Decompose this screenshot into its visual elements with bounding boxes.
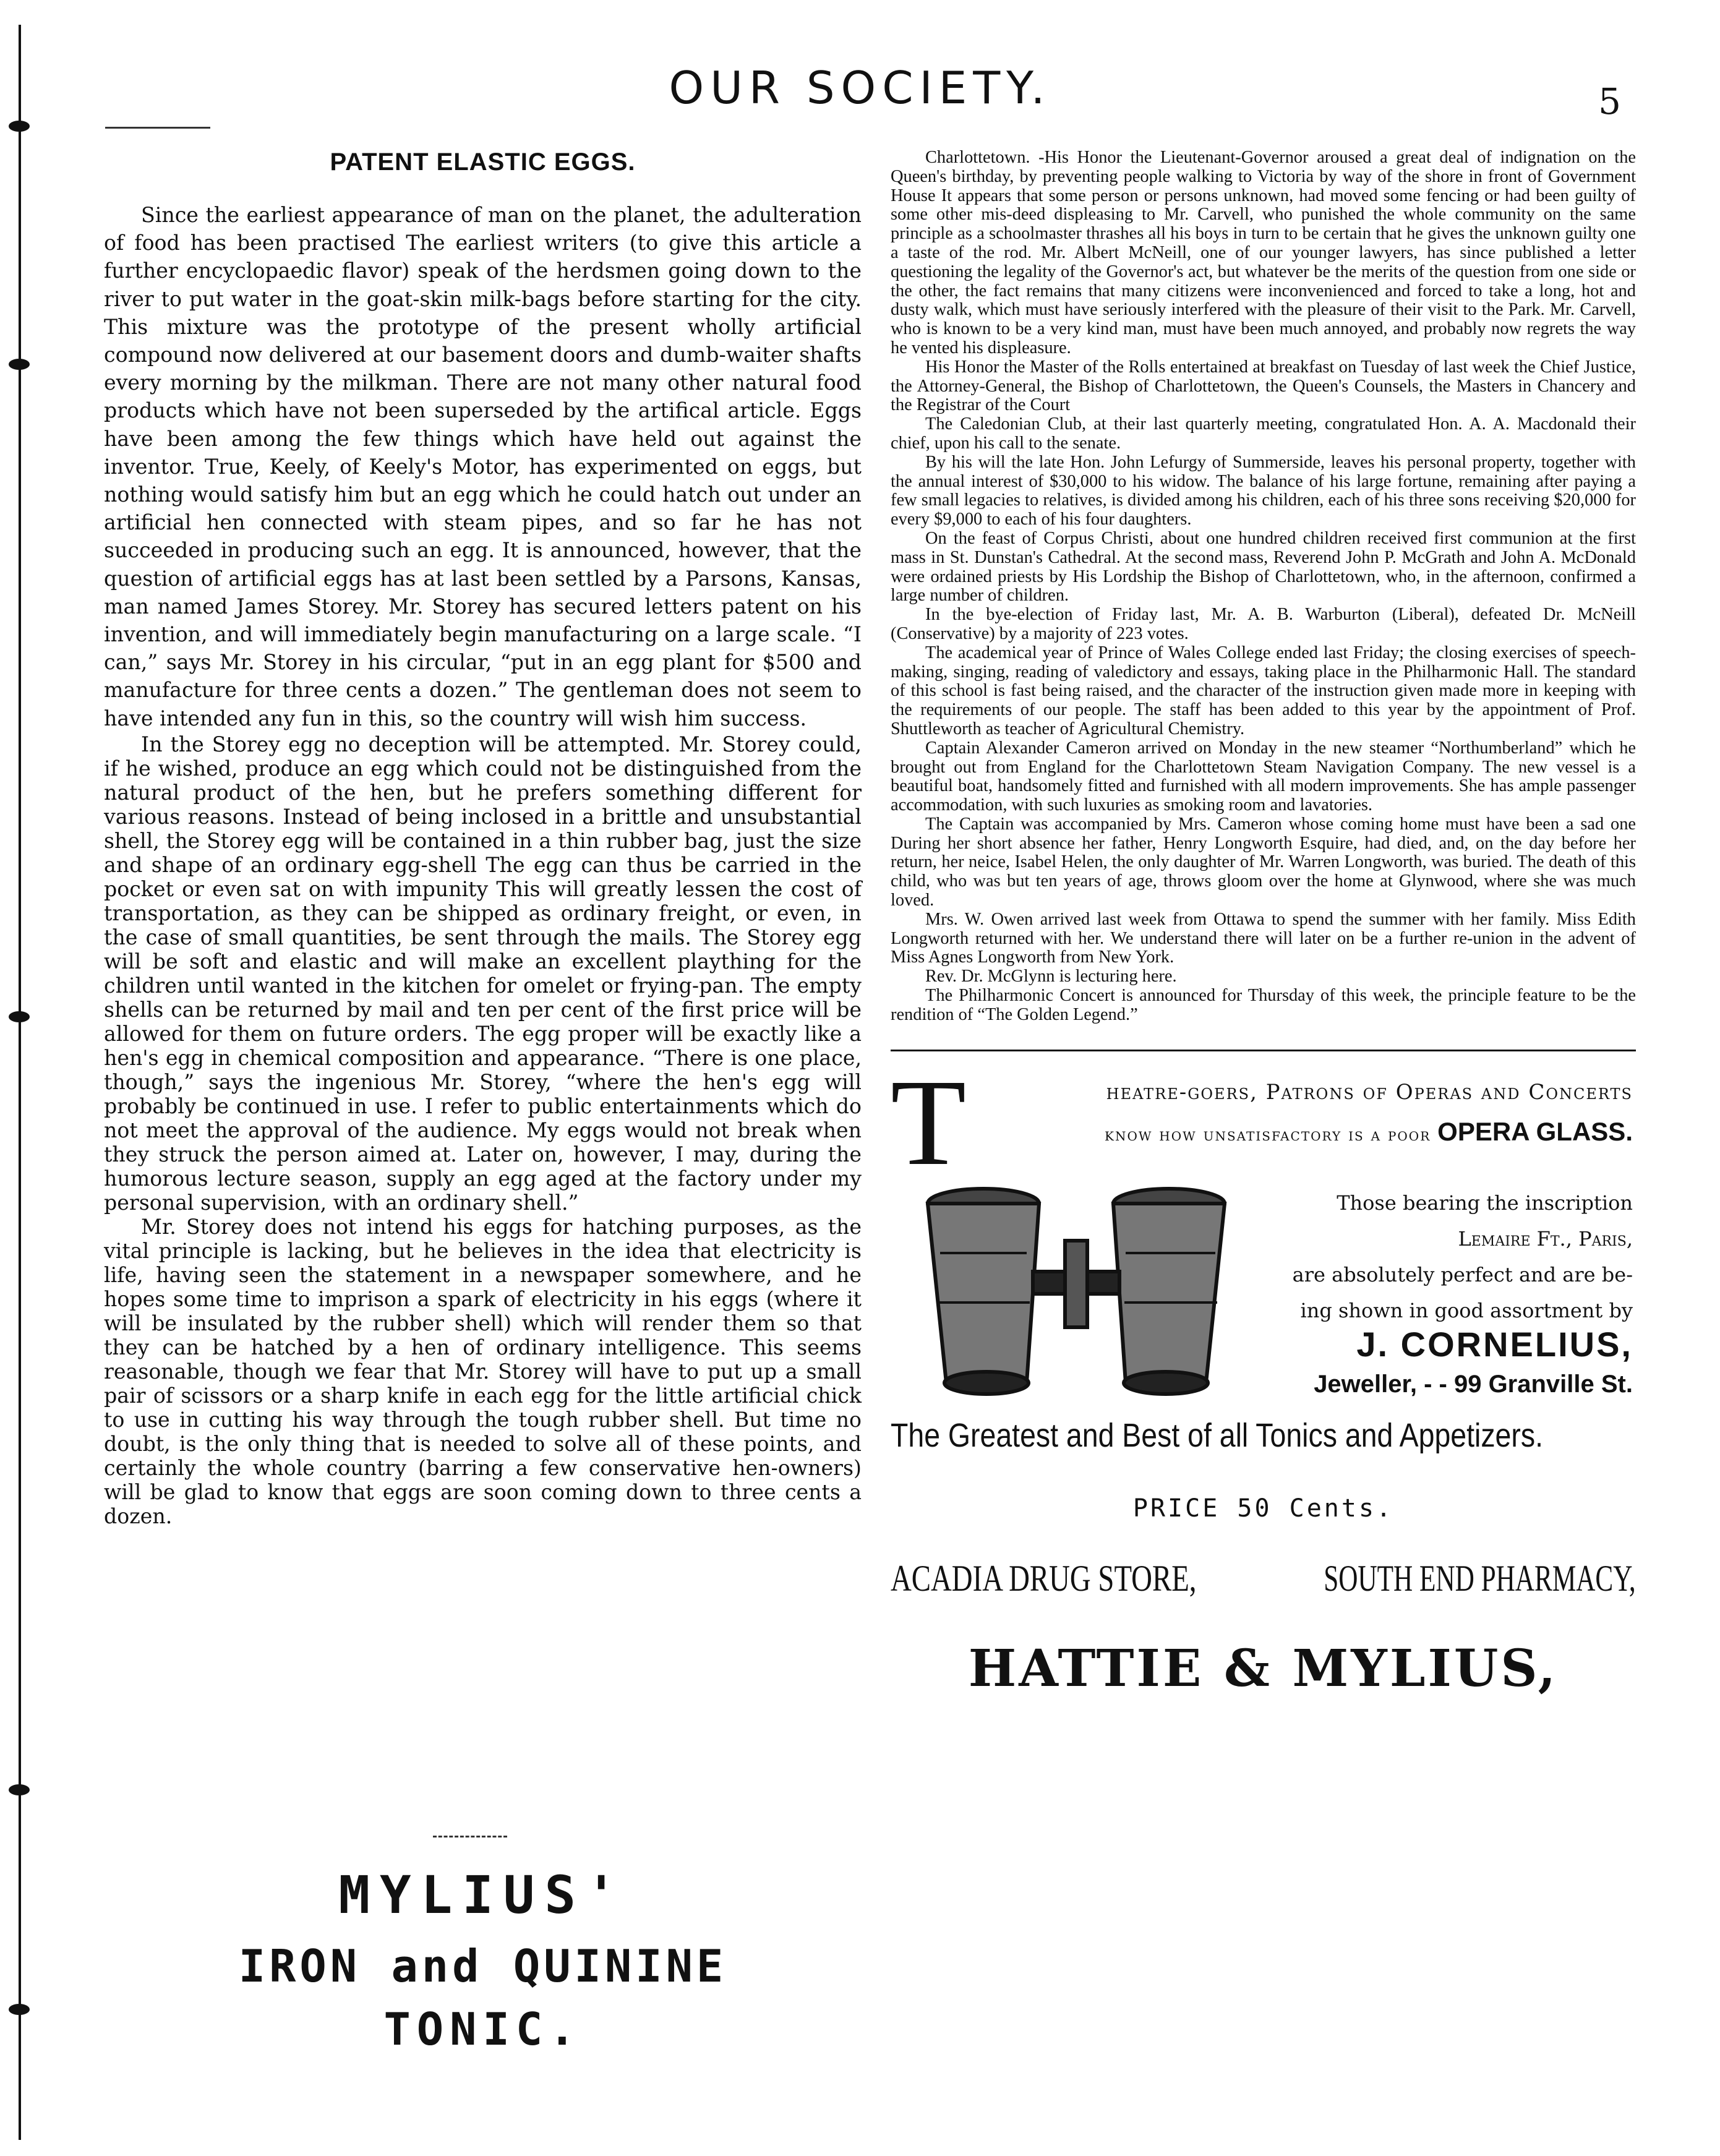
news-paragraph: Rev. Dr. McGlynn is lecturing here. — [925, 967, 1177, 986]
firm-name: HATTIE & MYLIUS, — [968, 1638, 1559, 1698]
binding-mark — [9, 359, 30, 370]
separator-dash — [433, 1836, 507, 1837]
news-paragraph: In the bye-election of Friday last, Mr. A. B. Warburton (Liberal), defeated Dr. McNeill (Conservative) by a majority of 223 votes. — [891, 605, 1636, 643]
ad-desc-line: are absolutely perfect and are be- — [1292, 1262, 1633, 1286]
ad-headline: heatre-goers, Patrons of Operas and Concerts — [1106, 1079, 1633, 1105]
article-body — [104, 201, 862, 1528]
ad-line-tonic: TONIC. — [383, 2003, 582, 2055]
ad-desc-line: ing shown in good assortment by — [1300, 1298, 1633, 1322]
page-masthead: OUR SOCIETY. — [669, 62, 1051, 114]
binding-mark — [9, 121, 30, 132]
article-paragraph: In the Storey egg no deception will be attempted. Mr. Storey could, if he wished, produce an egg which could not be distinguished from the natural product of the hen, but he prefers something different for various reasons. Instead of being inclosed in a brittle and unsubstantial shell, the Storey egg will be contained in a thin rubber bag, just the size and shape of an ordinary egg-shell The egg can thus be carried in the pocket or even sat on with impunity This will greatly lessen the cost of transportation, as they can be shipped as ordinary freight, or even, in the case of small quantities, be sent through the mails. The Storey egg will be soft and elastic and will make an excellent plaything for the children until wanted in the kitchen for omelet or frying-pan. The empty shells can be returned by mail and ten per cent of the first price will be allowed for them on future orders. The egg proper will be exactly like a hen's egg in chemical composition and appearance. “There is one place, though,” says the ingenious Mr. Storey, “where the hen's egg will probably be continued in use. I refer to public entertainments which do not meet the approval of the audience. My eggs would not break when they struck the person aimed at. Later on, however, I may, during the humorous lecture season, supply an egg aged at the factory under my personal supervision, with an ordinary shell.” — [104, 732, 862, 1215]
opera-glass-ad — [891, 1054, 1636, 1408]
news-paragraph: By his will the late Hon. John Lefurgy of Summerside, leaves his personal property, together with the annual interest of $30,000 to his widow. The balance of his large fortune, remaining after paying a few small legacies to relatives, is divided among his children, each of his three sons receiving $20,000 for every $9,000 to each of his four daughters. — [891, 452, 1636, 529]
society-news — [891, 148, 1636, 1025]
store-names — [891, 1557, 1636, 1607]
binding-mark — [9, 1011, 30, 1022]
store-right: SOUTH END PHARMACY, — [1324, 1557, 1636, 1599]
ad-subline-strong: OPERA GLASS. — [1437, 1116, 1633, 1146]
tonic-price: PRICE 50 Cents. — [1132, 1494, 1394, 1523]
binding-mark — [9, 2004, 30, 2015]
ad-line-product: IRON and QUININE — [238, 1940, 727, 1992]
right-column — [891, 148, 1636, 1698]
ad-description — [1280, 1185, 1633, 1328]
header-rule — [105, 127, 210, 129]
ad-subline-text: know how unsatisfactory is a poor — [1105, 1124, 1431, 1145]
opera-glasses-illustration — [903, 1179, 1249, 1401]
ad-line-brand: MYLIUS' — [338, 1865, 627, 1925]
jeweller-address: Jeweller, - - 99 Granville St. — [1314, 1370, 1633, 1398]
binding-mark — [9, 1784, 30, 1795]
binding-rule — [19, 25, 21, 2140]
binding-edge — [17, 25, 21, 2140]
jeweller-name: J. CORNELIUS, — [1356, 1324, 1633, 1364]
news-paragraph: The Caledonian Club, at their last quarterly meeting, congratulated Hon. A. A. Macdonald their chief, upon his call to the senate. — [891, 414, 1636, 453]
article-paragraph: Mr. Storey does not intend his eggs for hatching purposes, as the vital principle is lacking, but he believes in the idea that electricity is life, having seen the statement in a newspaper somewhere, and he hopes some time to imprison a spark of electricity in his eggs (where it will be insulated by the rubber shell) which will render them so that they can be hatched by a hen of ordinary intelligence. This seems reasonable, though we fear that Mr. Storey will have to put up a small pair of scissors or a sharp knife in each egg for the little artificial chick to use in cutting his way through the tough rubber shell. But time no doubt, is the only thing that is needed to solve all of these points, and certainly the whole country (barring a few conservative hen-owners) will be glad to know that eggs are soon coming down to three cents a dozen. — [104, 1214, 862, 1528]
ad-subline — [1002, 1117, 1633, 1147]
ad-desc-line: Lemaire Ft., Paris, — [1458, 1226, 1633, 1251]
article-title: PATENT ELASTIC EGGS. — [330, 148, 636, 176]
ad-desc-line: Those bearing the inscription — [1337, 1191, 1633, 1215]
news-paragraph: Charlottetown. -His Honor the Lieutenant-Governor aroused a great deal of indignation on the Queen's birthday, by preventing people walking to Victoria by way of the shore in front of Government House It appears that some person or persons unknown, had moved some fencing or had been guilty of some other mis-deed displeasing to Mr. Carvell, who punished the whole community on the same principle as a schoolmaster thrashes all his boys in turn to be certain that he gives the unknown guilty one a taste of the rod. Mr. Albert McNeill, one of our younger lawyers, has since published a letter questioning the legality of the Governor's act, but whatever be the merits of the question from one side or the other, the fact remains that many citizens were inconvenienced and forced to take a long, hot and dusty walk, which must have seriously interfered with the pleasure of their visit to the Park. Mr. Carvell, who is known to be a very kind man, must have been much annoyed, and probably now regrets the way he vented his displeasure. — [891, 148, 1636, 357]
news-paragraph: Captain Alexander Cameron arrived on Monday in the new steamer “Northumberland” which he brought out from England for the Charlottetown Steam Navigation Company. The new vessel is a beautiful boat, handsomely fitted and furnished with all modern improvements. She has ample passenger accommodation, with such luxuries as smoking room and lavatories. — [891, 738, 1636, 815]
news-paragraph: The Captain was accompanied by Mrs. Cameron whose coming home must have been a sad one During her short absence her father, Henry Longworth Esquire, had died, and, on the day before her return, her neice, Isabel Helen, the only daughter of Mr. Warren Longworth, was buried. The death of this child, who was but ten years of age, throws gloom over the home at Glynwood, where she was much loved. — [891, 814, 1636, 910]
news-paragraph: On the feast of Corpus Christi, about one hundred children received first communion at the first mass in St. Dunstan's Cathedral. At the second mass, Reverend John P. McGrath and John A. McDonald were ordained priests by His Lordship the Bishop of Charlottetown, who, in the afternoon, confirmed a large number of children. — [891, 528, 1636, 605]
ad-divider — [891, 1050, 1636, 1051]
dropcap: T — [891, 1054, 967, 1191]
mylius-tonic-ad — [104, 1865, 862, 2055]
news-paragraph: Mrs. W. Owen arrived last week from Ottawa to spend the summer with her family. Miss Edith Longworth returned with her. We understand there will later on be a further re-union in the advent of Miss Agnes Longworth from New York. — [891, 909, 1636, 967]
page-number: 5 — [1598, 80, 1621, 122]
article-paragraph: Since the earliest appearance of man on the planet, the adulteration of food has been practised The earliest writers (to give this article a further encyclopaedic flavor) speak of the herdsmen going down to the river to put water in the goat-skin milk-bags before starting for the city. This mixture was the prototype of the present wholly artificial compound now delivered at our basement doors and dumb-waiter shafts every morning by the milkman. There are not many other natural food products which have not been superseded by the artifical article. Eggs have been among the few things which have held out against the inventor. True, Keely, of Keely's Motor, has experimented on eggs, but nothing would satisfy him but an egg which he could hatch out under an artificial hen connected with steam pipes, and so far he has not succeeded in producing such an egg. It is announced, however, that the question of artificial eggs has at last been settled by a Parsons, Kansas, man named James Storey. Mr. Storey has secured letters patent on his invention, and will immediately begin manufacturing on a large scale. “I can,” says Mr. Storey in his circular, “put in an egg plant for $500 and manufacture for three cents a dozen.” The gentleman does not seem to have intended any fun in this, so the country will wish him success. — [104, 203, 862, 730]
news-paragraph: The academical year of Prince of Wales College ended last Friday; the closing exercises of speech-making, singing, reading of valedictory and essays, taking place in the Philharmonic Hall. The standard of this school is fast being raised, and the character of the instruction given made more in keeping with the requirements of our people. The staff has been added to this year by the appointment of Prof. Shuttleworth as teacher of Agricultural Chemistry. — [891, 643, 1636, 738]
tonic-slogan: The Greatest and Best of all Tonics and Appetizers. — [891, 1416, 1543, 1454]
news-paragraph: The Philharmonic Concert is announced for Thursday of this week, the principle feature to be the rendition of “The Golden Legend.” — [891, 986, 1636, 1024]
store-left: ACADIA DRUG STORE, — [891, 1557, 1197, 1599]
news-paragraph: His Honor the Master of the Rolls entertained at breakfast on Tuesday of last week the Chief Justice, the Attorney-General, the Bishop of Charlottetown, the Queen's Counsels, the Masters in Chancery and the Registrar of the Court — [891, 357, 1636, 415]
left-column — [104, 148, 862, 1528]
